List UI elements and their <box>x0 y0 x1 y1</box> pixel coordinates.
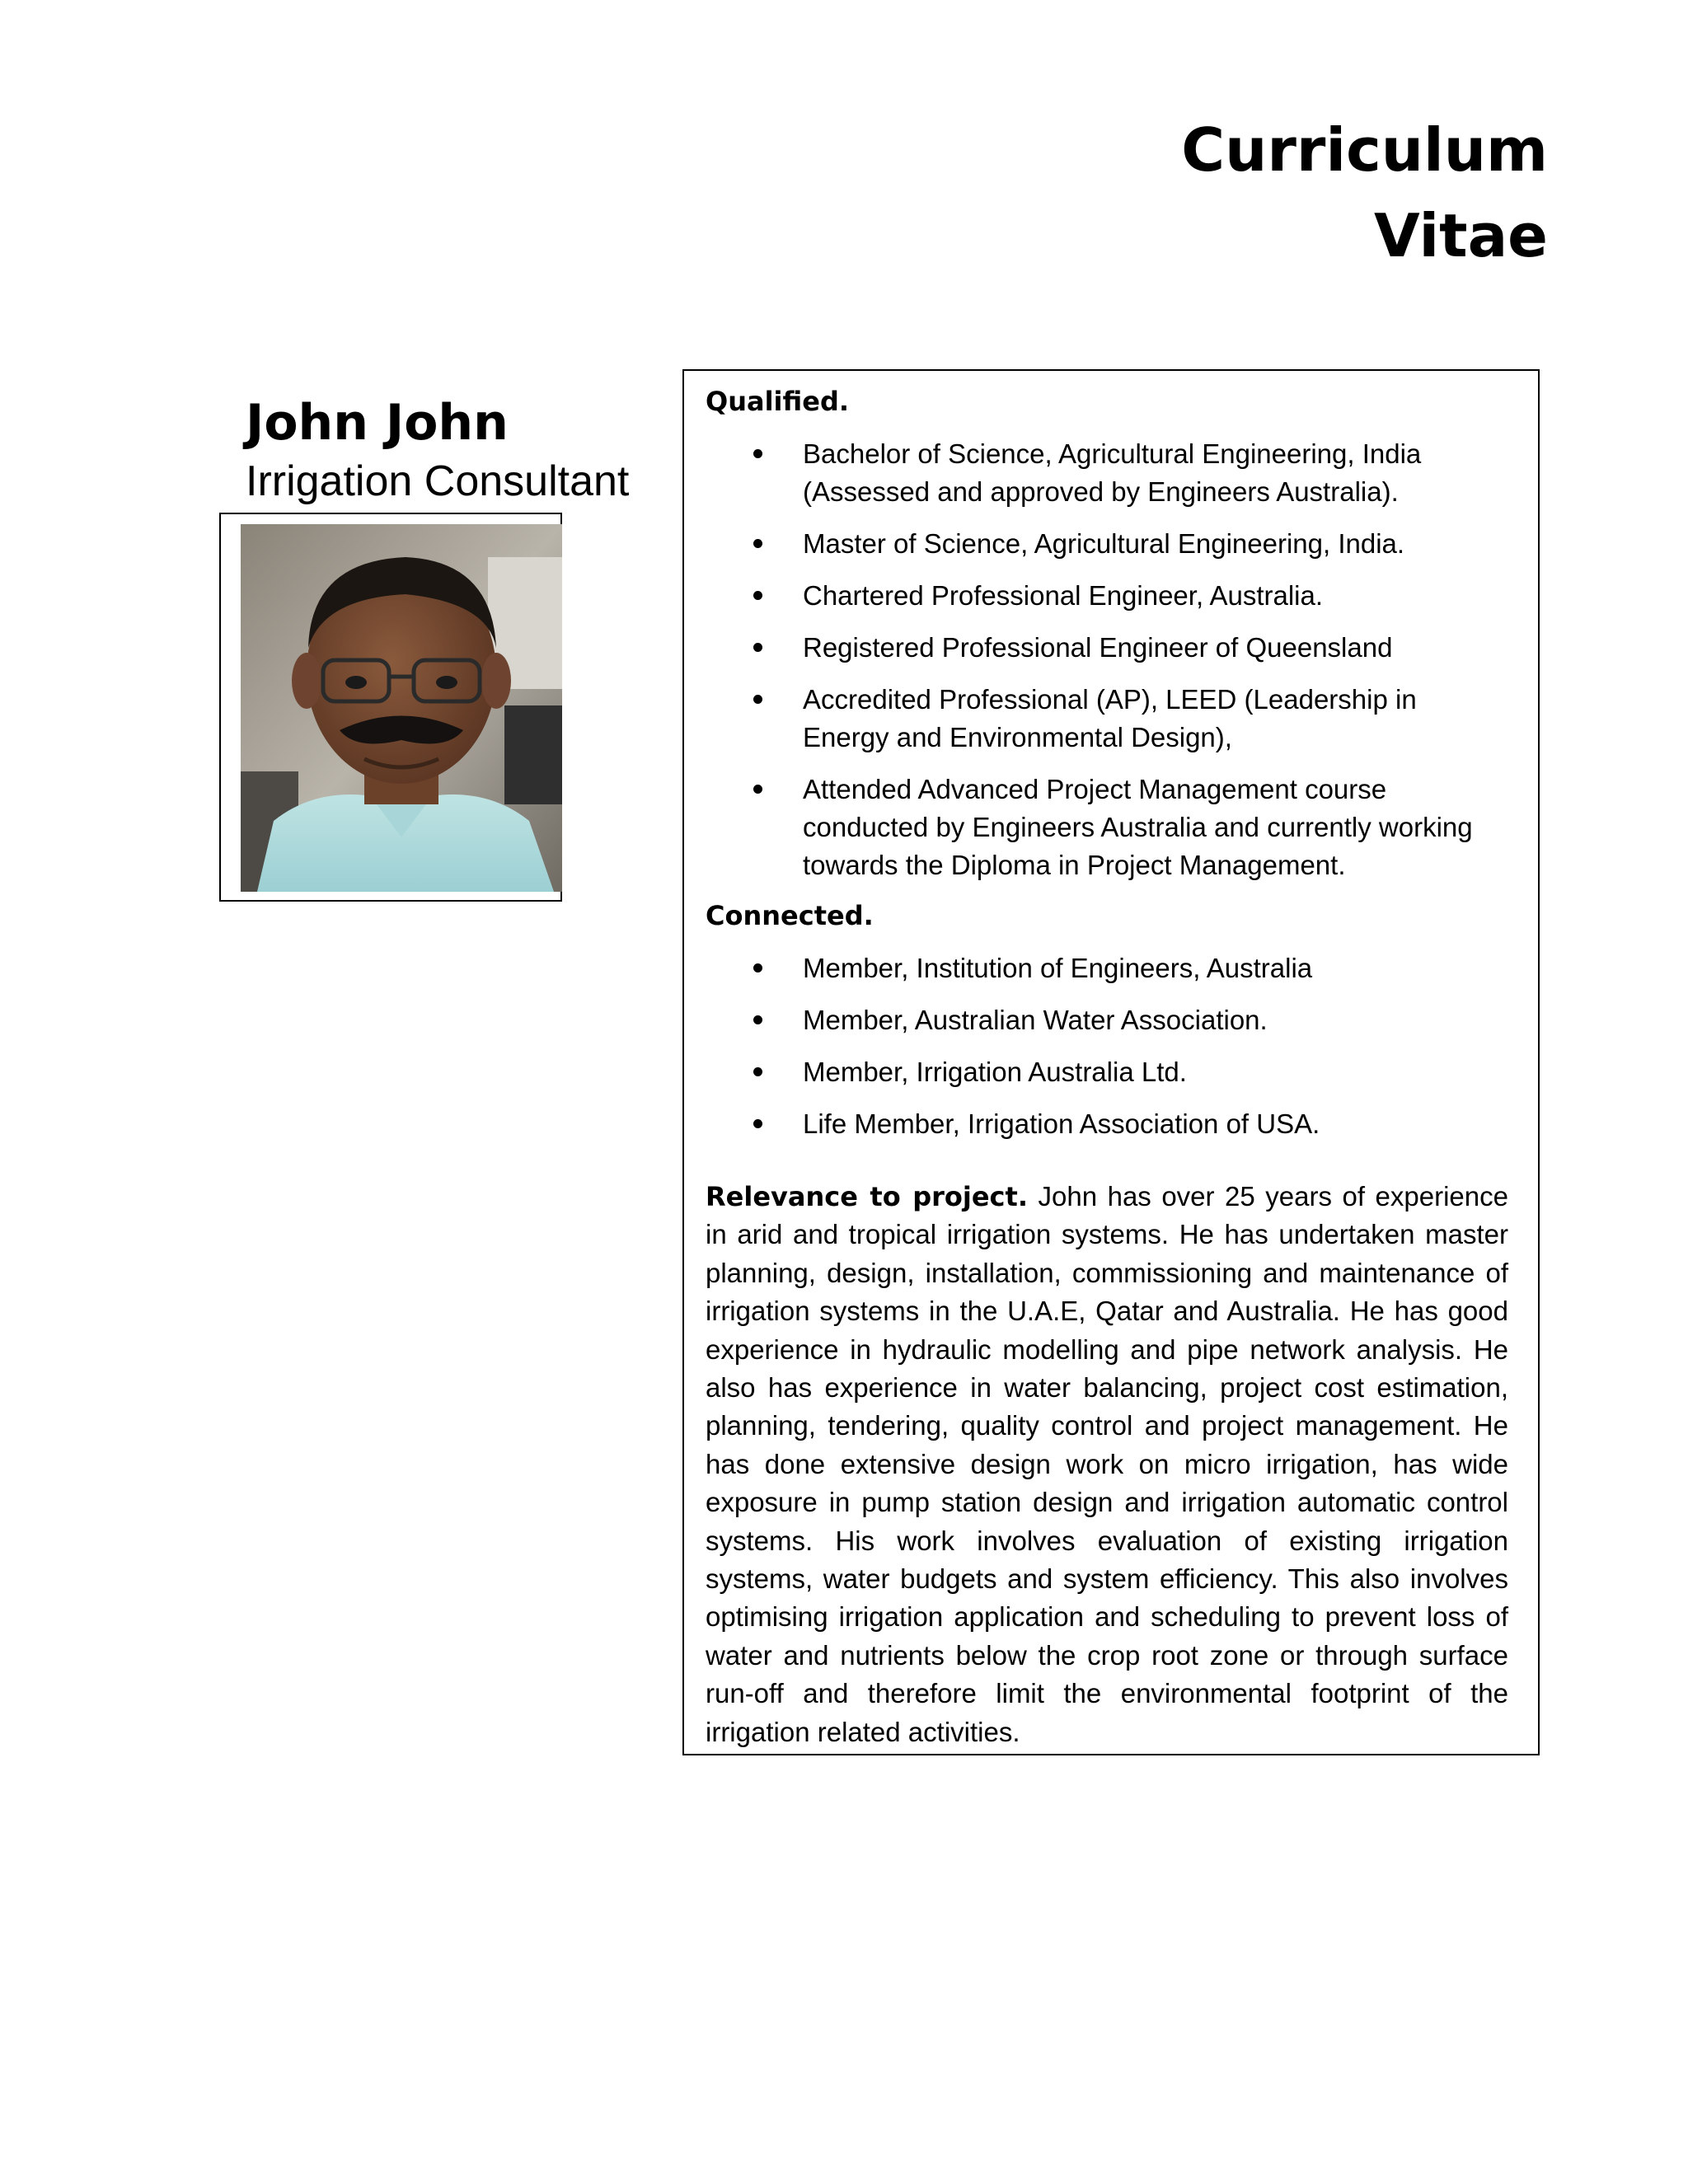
bullet-icon <box>753 1067 762 1076</box>
bullet-icon <box>753 643 762 652</box>
qualified-heading: Qualified. <box>706 386 849 417</box>
list-item: Chartered Professional Engineer, Australia. <box>706 577 1508 615</box>
relevance-heading: Relevance to project. <box>706 1181 1028 1212</box>
bullet-icon <box>753 785 762 794</box>
document-title <box>889 107 1548 279</box>
relevance-paragraph <box>706 1178 1508 1751</box>
list-item: Registered Professional Engineer of Queensland <box>706 629 1508 667</box>
list-item: Life Member, Irrigation Association of USA. <box>706 1105 1508 1143</box>
bullet-icon <box>753 963 762 972</box>
document-title-line-2: Vitae <box>1374 201 1548 270</box>
bullet-icon <box>753 449 762 458</box>
bullet-icon <box>753 1119 762 1128</box>
list-item: Member, Irrigation Australia Ltd. <box>706 1053 1508 1091</box>
list-item: Master of Science, Agricultural Engineering, India. <box>706 525 1508 563</box>
connected-list <box>706 949 1508 1143</box>
list-item: Member, Australian Water Association. <box>706 1001 1508 1039</box>
qualified-list <box>706 435 1508 884</box>
photo-frame <box>219 513 562 902</box>
relevance-text: John has over 25 years of experience in arid and tropical irrigation systems. He has undertaken master planning, design, installation, commissioning and maintenance of irrigation systems in the U.A.E, Qatar and Australia. He has good experience in hydraulic modelling and pipe network analysis. He also has experience in water balancing, project cost estimation, planning, tendering, quality control and project management. He has done extensive design work on micro irrigation, has wide exposure in pump station design and irrigation automatic control systems. His work involves evaluation of existing irrigation systems, water budgets and system efficiency. This also involves optimising irrigation application and scheduling to prevent loss of water and nutrients below the crop root zone or through surface run-off and therefore limit the environmental footprint of the irrigation related activities. <box>706 1181 1508 1747</box>
list-item: Accredited Professional (AP), LEED (Leadership in Energy and Environmental Design), <box>706 681 1508 757</box>
list-item: Bachelor of Science, Agricultural Engineering, India (Assessed and approved by Engineers Australia). <box>706 435 1508 511</box>
bullet-icon <box>753 695 762 704</box>
connected-heading: Connected. <box>706 900 874 931</box>
bullet-icon <box>753 591 762 600</box>
list-item: Member, Institution of Engineers, Australia <box>706 949 1508 987</box>
list-item: Attended Advanced Project Management course conducted by Engineers Australia and currently working towards the Diploma in Project Management. <box>706 771 1508 884</box>
bullet-icon <box>753 539 762 548</box>
person-role: Irrigation Consultant <box>246 457 630 505</box>
portrait-photo <box>241 524 562 892</box>
document-title-line-1: Curriculum <box>1181 115 1548 185</box>
person-name: John John <box>246 394 509 452</box>
bullet-icon <box>753 1015 762 1024</box>
qualifications-box <box>682 369 1540 1755</box>
